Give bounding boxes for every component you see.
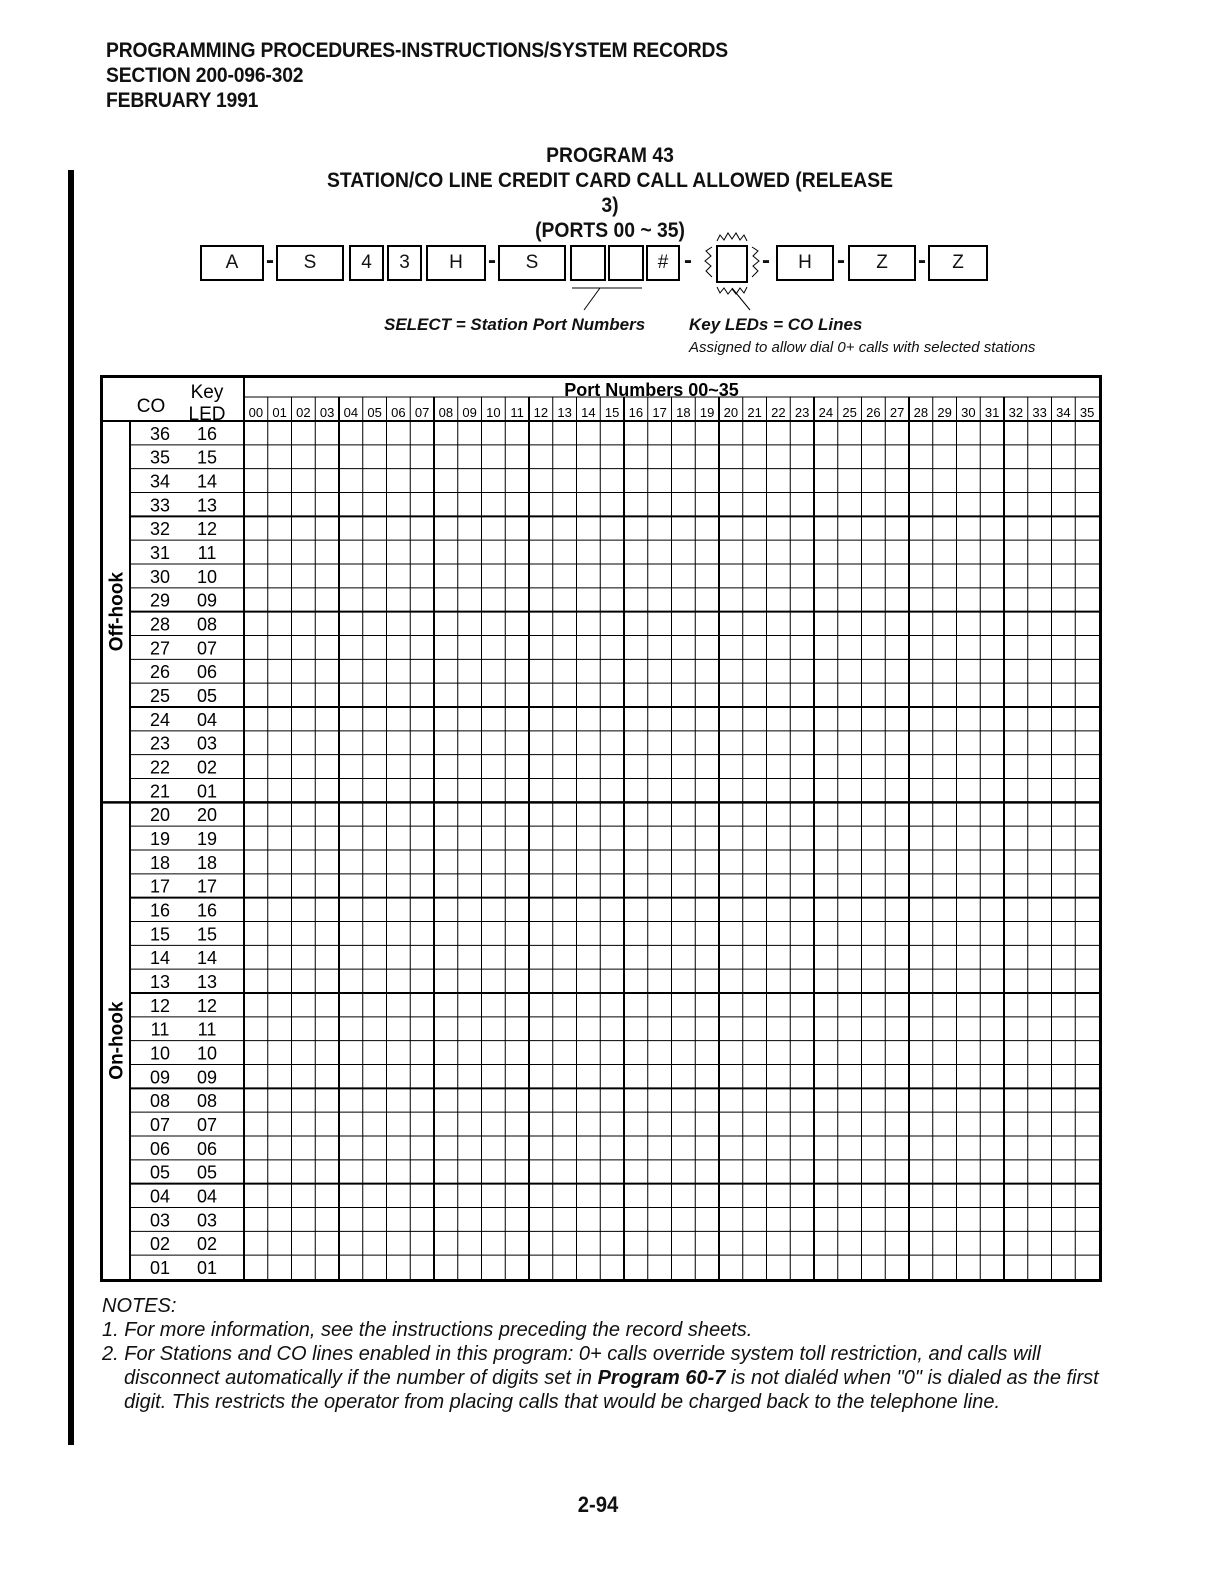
header-section: SECTION 200-096-302	[106, 64, 304, 87]
port-number-label: 07	[414, 405, 430, 420]
port-number-label: 11	[510, 405, 524, 420]
key-led-number: 18	[196, 852, 218, 873]
key-led-number: 02	[196, 757, 218, 778]
record-grid	[100, 375, 1102, 1282]
change-bar	[68, 170, 74, 1445]
dash-separator: -	[266, 247, 274, 274]
key-box: 3	[387, 245, 422, 281]
key-box: Z	[928, 245, 988, 281]
port-number-label: 19	[699, 405, 715, 420]
co-number: 17	[149, 876, 171, 897]
co-number: 20	[149, 805, 171, 826]
header-port-numbers: Port Numbers 00~35	[564, 380, 739, 400]
key-led-number: 13	[196, 495, 218, 516]
key-box: H	[426, 245, 486, 281]
co-number: 24	[149, 709, 171, 730]
dash-separator: -	[918, 247, 926, 274]
port-number-label: 31	[984, 405, 1000, 420]
key-led-number: 05	[196, 1162, 218, 1183]
co-number: 25	[149, 686, 171, 706]
header-date: FEBRUARY 1991	[106, 89, 259, 112]
co-number: 10	[149, 1043, 171, 1064]
key-led-number: 06	[196, 662, 218, 683]
key-led-number: 04	[196, 709, 218, 730]
port-number-label: 00	[248, 405, 264, 420]
header-co: CO	[136, 396, 166, 417]
key-led-number: 01	[196, 781, 218, 802]
port-number-label: 20	[723, 405, 739, 420]
key-led-number: 08	[196, 1091, 218, 1112]
key-led-number: 15	[196, 924, 218, 945]
key-led-number: 08	[196, 614, 218, 635]
program-name: STATION/CO LINE CREDIT CARD CALL ALLOWED (RELEASE 3)	[326, 169, 894, 217]
select-port-box	[608, 245, 644, 281]
co-number: 13	[149, 972, 171, 992]
key-box: #	[646, 245, 680, 281]
co-number: 03	[149, 1210, 171, 1231]
notes-section	[102, 1294, 1112, 1414]
key-led-number: 16	[196, 423, 218, 444]
port-number-label: 24	[818, 405, 834, 420]
key-led-number: 13	[196, 972, 218, 992]
key-led-number: 05	[196, 686, 218, 706]
co-number: 35	[149, 447, 171, 468]
note-item-2-text-end: is not dialéd when "0" is dialed as the first digit. This restricts the operator from placing calls that would be charged back to the telephone line.	[124, 1367, 1099, 1413]
port-number-label: 06	[391, 405, 406, 420]
port-number-label: 16	[628, 405, 644, 420]
co-number: 23	[149, 733, 171, 754]
dash-separator: -	[837, 247, 845, 274]
port-number-label: 22	[771, 405, 786, 420]
key-box: H	[776, 245, 834, 281]
key-box: S	[276, 245, 344, 281]
co-number: 07	[149, 1115, 171, 1135]
key-led-number: 12	[196, 995, 218, 1016]
key-led-number: 11	[197, 1019, 217, 1040]
dash-separator: -	[488, 247, 496, 274]
key-box: Z	[848, 245, 916, 281]
co-number: 16	[149, 900, 171, 921]
program-ports: (PORTS 00 ~ 35)	[535, 219, 685, 242]
co-number: 04	[149, 1186, 171, 1207]
port-number-label: 33	[1032, 405, 1047, 420]
key-led-number: 16	[196, 900, 218, 921]
co-number: 12	[149, 995, 171, 1016]
dash-separator: -	[762, 247, 770, 274]
port-number-label: 23	[794, 405, 810, 420]
co-number: 15	[149, 924, 171, 945]
page-number: 2-94	[577, 1492, 619, 1517]
co-number: 22	[149, 757, 171, 778]
key-box: A	[200, 245, 264, 281]
port-number-label: 08	[438, 405, 454, 420]
key-led-number: 09	[196, 1067, 218, 1088]
co-number: 08	[149, 1091, 171, 1112]
port-number-label: 29	[937, 405, 952, 420]
key-box: S	[498, 245, 566, 281]
co-number: 34	[149, 471, 171, 492]
port-number-label: 13	[557, 405, 572, 420]
co-number: 36	[149, 423, 171, 444]
port-number-label: 26	[866, 405, 881, 420]
port-number-label: 21	[747, 405, 762, 420]
co-number: 28	[149, 614, 171, 635]
co-number: 30	[149, 566, 171, 587]
co-number: 29	[149, 590, 171, 611]
key-led-number: 14	[196, 948, 218, 969]
key-led-number: 20	[196, 805, 218, 826]
co-number: 01	[149, 1258, 171, 1278]
port-number-label: 32	[1008, 405, 1024, 420]
key-led-number: 11	[197, 543, 217, 563]
port-number-label: 30	[961, 405, 976, 420]
co-number: 26	[149, 662, 171, 683]
key-led-number: 04	[196, 1186, 218, 1207]
group-label-on-hook: On-hook	[106, 1001, 128, 1080]
header-line-1: PROGRAMMING PROCEDURES-INSTRUCTIONS/SYSTEM RECORDS	[106, 39, 728, 62]
key-led-number: 14	[196, 471, 218, 492]
port-number-label: 14	[581, 405, 596, 420]
co-number: 27	[149, 638, 171, 659]
key-led-number: 12	[196, 519, 218, 540]
notes-title: NOTES:	[102, 1295, 177, 1317]
key-led-number: 07	[196, 638, 218, 659]
key-box: 4	[349, 245, 384, 281]
key-led-number: 09	[196, 590, 218, 611]
assigned-caption: Assigned to allow dial 0+ calls with selected stations	[689, 339, 1036, 356]
group-label-off-hook: Off-hook	[106, 572, 128, 652]
select-port-box	[570, 245, 606, 281]
port-number-label: 09	[462, 405, 477, 420]
program-number: PROGRAM 43	[546, 144, 674, 167]
co-number: 06	[149, 1138, 171, 1159]
key-led-number: 02	[196, 1234, 218, 1255]
port-number-label: 05	[367, 405, 382, 420]
co-number: 09	[149, 1067, 171, 1088]
port-number-label: 28	[913, 405, 929, 420]
co-number: 05	[149, 1162, 171, 1183]
note-item-2-text: 2. For Stations and CO lines enabled in this program: 0+ calls override system toll restriction, and calls will disconnect automatically if the number of digits set in	[102, 1343, 1041, 1389]
record-grid-svg	[103, 378, 1099, 1279]
co-number: 33	[149, 495, 171, 516]
key-led-number: 15	[196, 447, 218, 468]
caption-pointer-lines	[570, 284, 770, 314]
dash-separator: -	[684, 247, 692, 274]
note-item-1: 1. For more information, see the instructions preceding the record sheets.	[102, 1319, 753, 1341]
port-number-label: 17	[652, 405, 667, 420]
key-led-number: 10	[196, 1043, 218, 1064]
port-number-label: 18	[676, 405, 691, 420]
key-led-number: 06	[196, 1138, 218, 1159]
co-number: 11	[150, 1019, 170, 1040]
port-number-label: 03	[319, 405, 335, 420]
port-number-label: 01	[272, 405, 287, 420]
key-led-number: 07	[196, 1115, 218, 1135]
key-led-number: 01	[196, 1258, 218, 1278]
port-number-label: 02	[296, 405, 311, 420]
co-number: 02	[149, 1234, 171, 1255]
key-led-number: 03	[196, 1210, 218, 1231]
key-leds-caption: Key LEDs = CO Lines	[689, 315, 863, 334]
port-number-label: 10	[486, 405, 501, 420]
port-number-label: 34	[1056, 405, 1071, 420]
header-key: Key	[190, 382, 224, 403]
co-number: 19	[149, 829, 171, 849]
co-number: 14	[149, 948, 171, 969]
note-item-2	[102, 1342, 1112, 1414]
port-number-label: 04	[343, 405, 359, 420]
port-number-label: 12	[533, 405, 549, 420]
program-title	[325, 143, 895, 243]
document-header	[106, 38, 728, 113]
co-number: 31	[149, 543, 171, 563]
key-led-number: 19	[196, 829, 218, 849]
select-caption: SELECT = Station Port Numbers	[384, 315, 646, 334]
port-number-label: 35	[1079, 405, 1095, 420]
header-led: LED	[188, 404, 226, 425]
port-number-label: 25	[842, 405, 857, 420]
port-number-label: 15	[604, 405, 620, 420]
port-number-label: 27	[889, 405, 905, 420]
co-number: 32	[149, 519, 171, 540]
co-number: 21	[149, 781, 171, 802]
key-led-number: 17	[196, 876, 218, 897]
key-led-number: 10	[196, 566, 218, 587]
key-led-number: 03	[196, 733, 218, 754]
program-60-7-reference: Program 60-7	[597, 1367, 726, 1389]
co-number: 18	[149, 852, 171, 873]
